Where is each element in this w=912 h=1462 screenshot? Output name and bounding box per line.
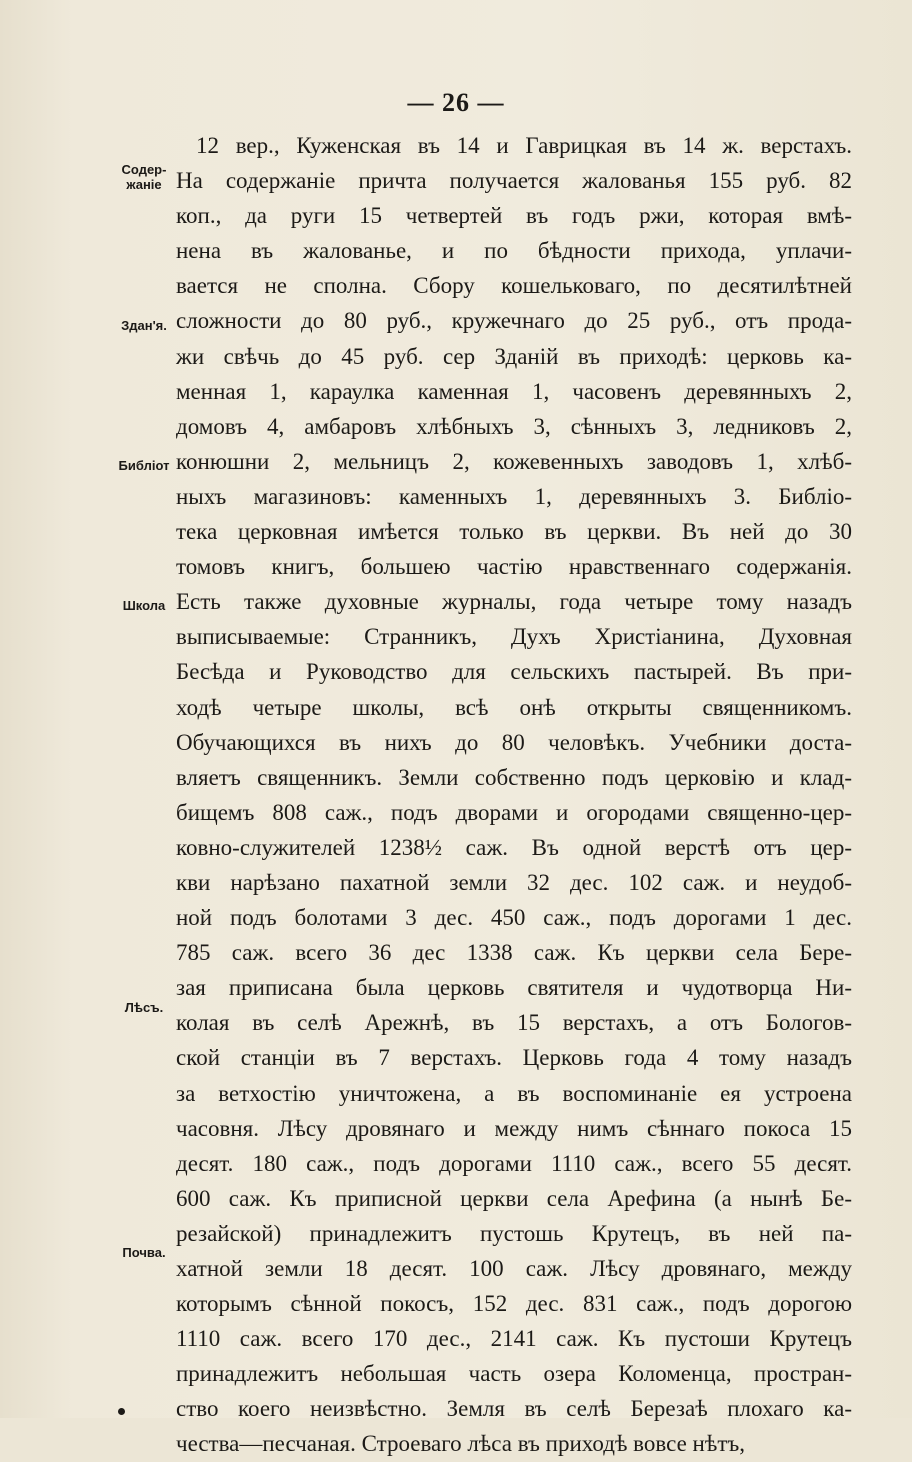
page-number: — 26 — (407, 88, 505, 117)
text-line: томовъ книгъ, большею частію нравственнаго содержанія. (176, 554, 852, 580)
text-line: бищемъ 808 саж., подъ дворами и огородами священно-цер- (176, 799, 852, 825)
text-line: десят. 180 саж., подъ дорогами 1110 саж., всего 55 десят. (176, 1150, 852, 1176)
text-line: ковно-служителей 1238½ саж. Въ одной верстѣ отъ цер- (176, 834, 852, 860)
text-line: нена въ жалованье, и по бѣдности прихода, уплачи- (176, 238, 852, 264)
margin-note-zdaniya: Здан'я. (121, 318, 167, 333)
text-line: колая въ селѣ Арежнѣ, въ 15 верстахъ, а отъ Бологов- (176, 1010, 852, 1036)
text-line: часовня. Лѣсу дровянаго и между нимъ сѣннаго покоса 15 (176, 1115, 852, 1141)
text-line: сложности до 80 руб., кружечнаго до 25 руб., отъ прода- (176, 308, 852, 334)
text-line: На содержаніе причта получается жалованья 155 руб. 82 (176, 168, 852, 194)
text-line: 1110 саж. всего 170 дес., 2141 саж. Къ пустоши Крутецъ (176, 1326, 852, 1352)
text-line: за ветхостію уничтожена, а въ воспоминаніе ея устроена (176, 1080, 852, 1106)
text-line: Бесѣда и Руководство для сельскихъ пастырей. Въ при- (176, 659, 852, 685)
margin-note-les: Лѣсъ. (124, 1000, 164, 1015)
text-line: ныхъ магазиновъ: каменныхъ 1, деревянныхъ 3. Библіо- (176, 483, 852, 509)
text-line: которымъ сѣнной покосъ, 152 дес. 831 саж., подъ дорогою (176, 1291, 852, 1317)
text-line: ной подъ болотами 3 дес. 450 саж., подъ дорогами 1 дес. (176, 905, 852, 931)
text-line: Обучающихся въ нихъ до 80 человѣкъ. Учебники доста- (176, 729, 852, 755)
text-line: вляетъ священникъ. Земли собственно подъ церковію и клад- (176, 764, 852, 790)
text-line: выписываемые: Странникъ, Духъ Христіанина, Духовная (176, 624, 852, 650)
margin-note-pochva: Почва. (122, 1245, 166, 1260)
text-line: резайской) принадлежитъ пустошь Крутецъ, въ ней па- (176, 1220, 852, 1246)
text-line: 12 вер., Куженская въ 14 и Гаврицкая въ 14 ж. верстахъ. (196, 133, 852, 158)
text-line: ходѣ четыре школы, всѣ онѣ открыты священникомъ. (176, 694, 852, 720)
text-line: конюшни 2, мельницъ 2, кожевенныхъ заводовъ 1, хлѣб- (176, 448, 852, 474)
text-line: кви нарѣзано пахатной земли 32 дес. 102 саж. и неудоб- (176, 869, 852, 895)
text-line: чества—песчаная. Строеваго лѣса въ приходѣ вовсе нѣтъ, (176, 1431, 746, 1457)
text-line: ской станціи въ 7 верстахъ. Церковь года 4 тому назадъ (176, 1045, 852, 1071)
text-line: менная 1, караулка каменная 1, часовенъ деревянныхъ 2, (176, 378, 852, 404)
text-line: зая приписана была церковь святителя и чудотворца Ни- (176, 975, 852, 1001)
text-line: тека церковная имѣется только въ церкви. Въ ней до 30 (176, 519, 852, 545)
text-line: вается не сполна. Сбору кошельковаго, по десятилѣтней (176, 273, 852, 299)
text-line: ство коего неизвѣстно. Земля въ селѣ Березаѣ плохаго ка- (176, 1396, 852, 1422)
text-line: Есть также духовные журналы, года четыре тому назадъ (176, 589, 852, 615)
margin-note-soderzhanie: Содер- жаніе (121, 162, 167, 192)
text-line: принадлежитъ небольшая часть озера Коломенца, простран- (176, 1361, 852, 1387)
text-line: домовъ 4, амбаровъ хлѣбныхъ 3, сѣнныхъ 3, ледниковъ 2, (176, 413, 852, 439)
margin-note-biblioteka: Библіот (118, 458, 170, 473)
text-line: коп., да руги 15 четвертей въ годъ ржи, которая вмѣ- (176, 203, 852, 229)
ink-speck (118, 1408, 125, 1415)
margin-note-shkola: Школа (122, 598, 166, 613)
body-text (176, 128, 852, 1462)
text-line: 785 саж. всего 36 дес 1338 саж. Къ церкви села Бере- (176, 940, 852, 966)
text-line: хатной земли 18 десят. 100 саж. Лѣсу дровянаго, между (176, 1256, 852, 1281)
text-line: жи свѣчь до 45 руб. сер Зданій въ приходѣ: церковь ка- (176, 343, 852, 369)
text-line: 600 саж. Къ приписной церкви села Арефина (а нынѣ Бе- (176, 1185, 852, 1211)
